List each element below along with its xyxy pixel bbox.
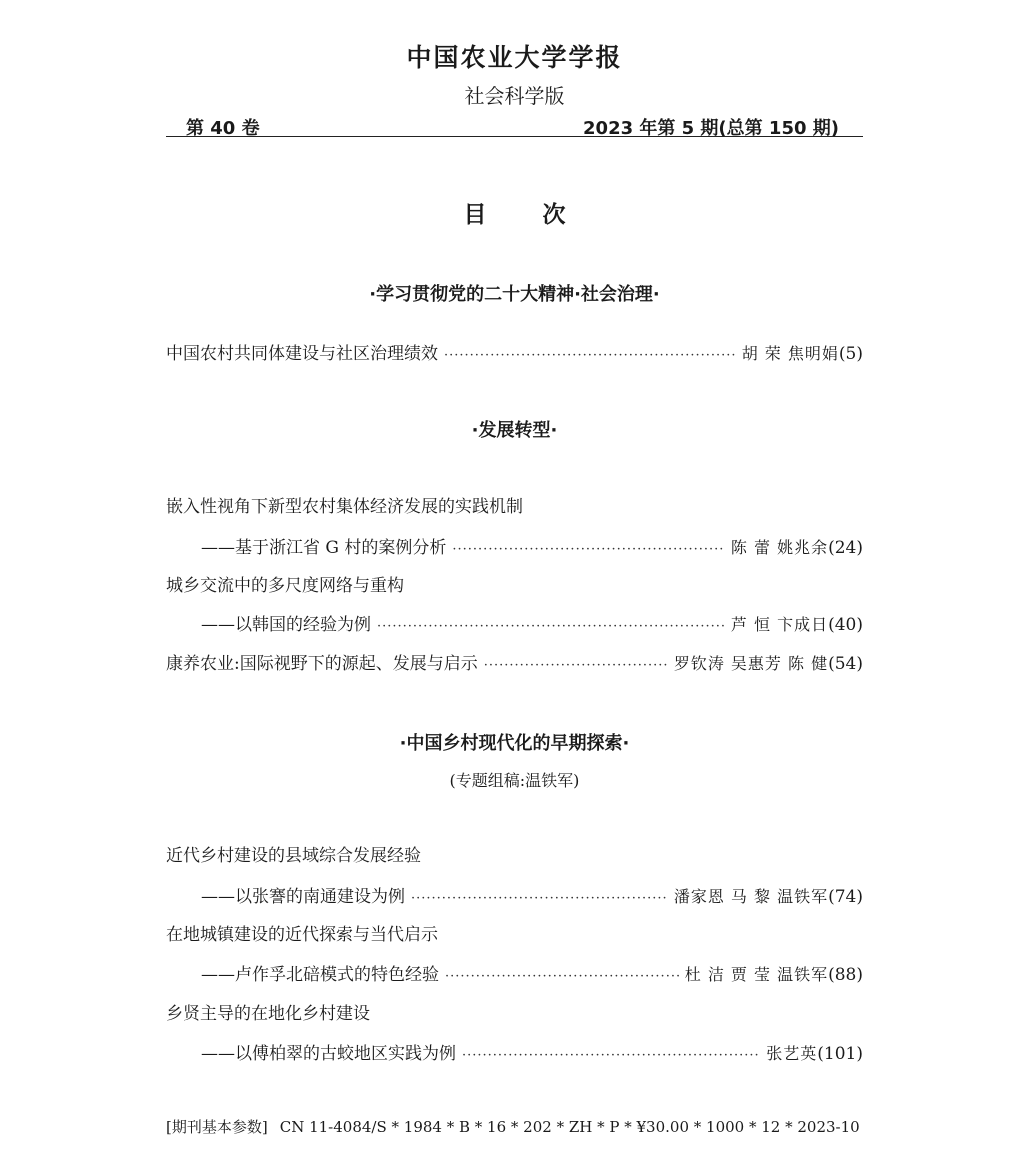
entry-subtitle: ——基于浙江省 G 村的案例分析	[201, 538, 447, 558]
toc-title	[0, 196, 1029, 229]
entry-title[interactable]: 嵌入性视角下新型农村集体经济发展的实践机制	[166, 497, 523, 517]
entry-title[interactable]: 城乡交流中的多尺度网络与重构	[166, 576, 404, 596]
toc-entry[interactable]	[166, 339, 863, 364]
entry-subtitle: ——卢作孚北碚模式的特色经验	[201, 965, 439, 985]
entry-title[interactable]: 乡贤主导的在地化乡村建设	[166, 1004, 370, 1024]
entry-page: (88)	[828, 965, 863, 985]
journal-parameters	[166, 1116, 860, 1137]
section-heading: ·发展转型·	[471, 420, 558, 441]
leader-dots	[411, 891, 668, 906]
leader-dots	[377, 619, 725, 634]
entry-title[interactable]: 在地城镇建设的近代探索与当代启示	[166, 925, 438, 945]
entry-subtitle: ——以韩国的经验为例	[201, 615, 371, 635]
journal-title: 中国农业大学学报	[406, 43, 623, 72]
entry-page: (101)	[817, 1044, 863, 1064]
entry-title[interactable]: 近代乡村建设的县域综合发展经验	[166, 846, 421, 866]
volume-label: 第 40 卷	[186, 118, 260, 139]
toc-entry[interactable]	[166, 649, 863, 674]
toc-entry[interactable]	[201, 610, 863, 635]
header-rule	[166, 136, 863, 137]
leader-dots	[445, 969, 679, 984]
entry-authors: 芦 恒 卞成日	[730, 615, 829, 634]
journal-edition: 社会科学版	[464, 84, 565, 108]
issue-label: 2023 年第 5 期(总第 150 期)	[583, 118, 839, 139]
section-heading: ·学习贯彻党的二十大精神·社会治理·	[369, 284, 660, 305]
entry-page: (24)	[828, 538, 863, 558]
toc-entry[interactable]	[201, 1039, 863, 1064]
section-note: (专题组稿:温铁军)	[449, 771, 580, 790]
leader-dots	[452, 542, 725, 557]
toc-title-char: 目	[463, 202, 487, 228]
entry-authors: 陈 蕾 姚兆余	[730, 538, 829, 557]
entry-subtitle: ——以张謇的南通建设为例	[201, 887, 405, 907]
leader-dots	[462, 1048, 760, 1063]
entry-authors: 潘家恩 马 黎 温铁军	[673, 887, 829, 906]
section-heading: ·中国乡村现代化的早期探索·	[399, 733, 630, 754]
entry-authors: 胡 荣 焦明娟	[741, 344, 839, 363]
entry-title: 康养农业:国际视野下的源起、发展与启示	[166, 654, 478, 674]
parameters-label: [期刊基本参数]	[166, 1118, 268, 1136]
toc-title-char: 次	[542, 202, 566, 228]
leader-dots	[444, 348, 736, 363]
entry-title: 中国农村共同体建设与社区治理绩效	[166, 344, 438, 364]
entry-page: (40)	[828, 615, 863, 635]
parameters-value: CN 11-4084/S * 1984 * B * 16 * 202 * ZH * P * ¥30.00 * 1000 * 12 * 2023-10	[279, 1118, 860, 1136]
entry-authors: 罗钦涛 吴惠芳 陈 健	[673, 654, 829, 673]
entry-page: (74)	[828, 887, 863, 907]
leader-dots	[484, 658, 668, 673]
toc-entry[interactable]	[201, 533, 863, 558]
entry-authors: 杜 洁 贾 莹 温铁军	[684, 965, 829, 984]
entry-page: (5)	[838, 344, 863, 364]
toc-entry[interactable]	[201, 882, 863, 907]
toc-entry[interactable]	[201, 960, 863, 985]
entry-authors: 张艺英	[766, 1044, 818, 1063]
entry-page: (54)	[828, 654, 863, 674]
entry-subtitle: ——以傅柏翠的古蛟地区实践为例	[201, 1044, 456, 1064]
